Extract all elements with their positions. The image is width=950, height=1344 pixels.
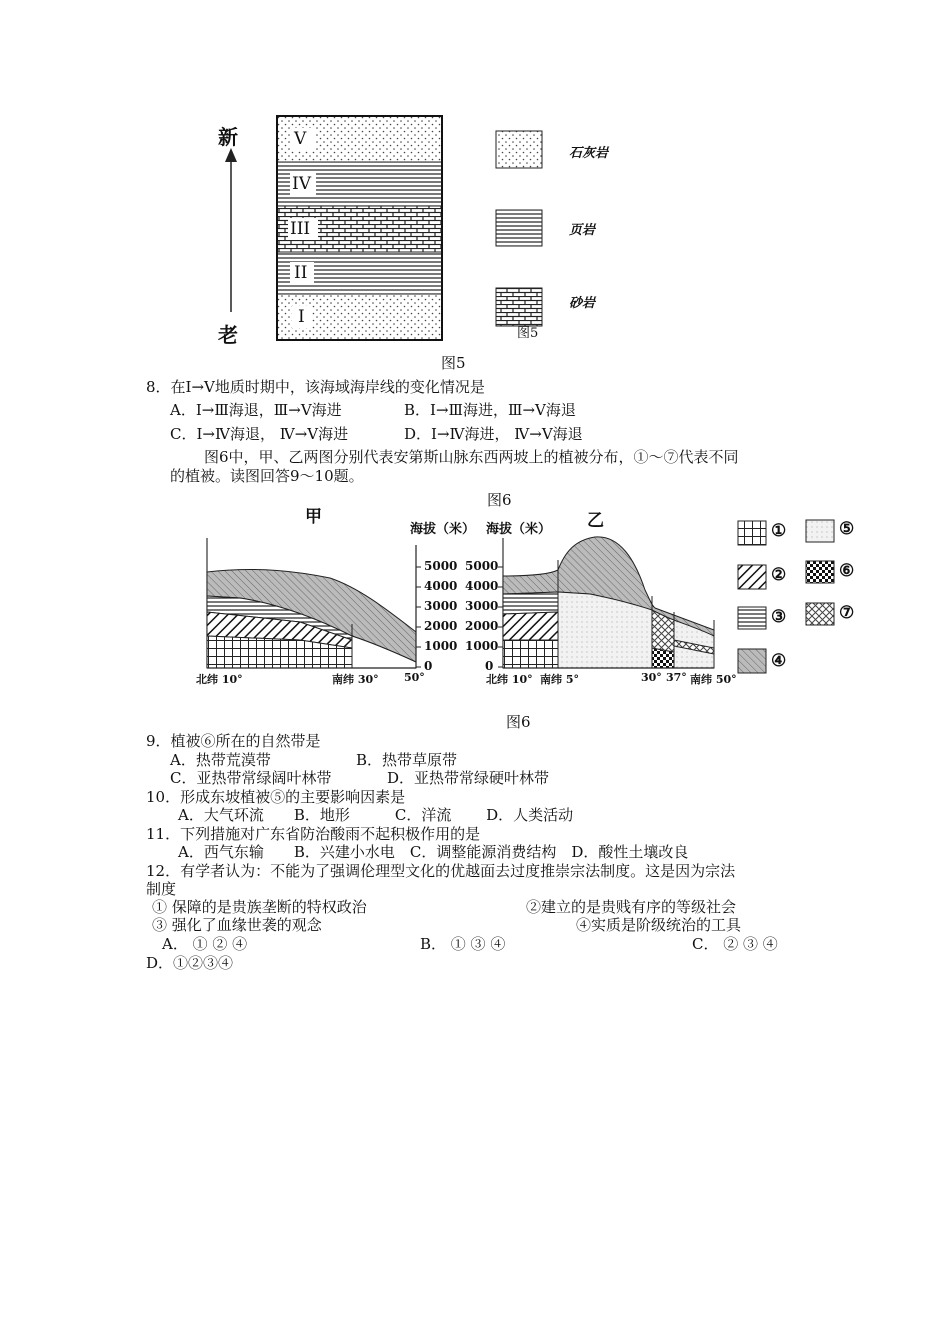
yi-tick-1000: 1000 [465, 639, 499, 653]
legend6-1-label: ① [771, 521, 787, 541]
jia-tick-4000: 4000 [424, 579, 458, 593]
legend-limestone-swatch [496, 131, 542, 168]
chart-jia [207, 538, 421, 668]
yi-x-label-3: 30° [641, 671, 662, 684]
legend6-5-swatch [806, 520, 834, 542]
yi-x-label-5: 南纬 50° [690, 673, 737, 686]
legend-shale-label: 页岩 [569, 223, 596, 238]
q8-option-b: B．Ⅰ→Ⅲ海进，Ⅲ→Ⅴ海退 [404, 401, 576, 419]
q9-option-d: D．亚热带常绿硬叶林带 [387, 769, 550, 787]
q11-options: A．西气东输 B．兴建小水电 C．调整能源消费结构 D．酸性土壤改良 [178, 843, 689, 861]
legend-shale-swatch [496, 210, 542, 246]
legend6-6-label: ⑥ [839, 561, 855, 581]
yi-tick-4000: 4000 [465, 579, 499, 593]
chart-yi [498, 537, 714, 668]
fig5-caption: 图5 [441, 354, 466, 372]
q8-option-a: A．Ⅰ→Ⅲ海退，Ⅲ→Ⅴ海进 [170, 401, 342, 419]
legend-limestone-label: 石灰岩 [569, 146, 609, 161]
axis-new-label: 新 [218, 125, 238, 149]
q12-option-b: B． ① ③ ④ [420, 935, 506, 953]
layer-label-v: V [294, 129, 307, 149]
legend6-3-label: ③ [771, 607, 787, 627]
legend6-1-swatch [738, 521, 766, 545]
yi-x-label-4: 37° [666, 671, 687, 684]
yi-tick-5000: 5000 [465, 559, 499, 573]
fig6-title-jia: 甲 [305, 507, 322, 527]
fig6-caption-top: 图6 [487, 491, 512, 509]
legend6-4-swatch [738, 649, 766, 673]
q8-stem: 8．在Ⅰ→Ⅴ地质时期中，该海域海岸线的变化情况是 [146, 378, 485, 396]
q8-option-d: D．Ⅰ→Ⅳ海进， Ⅳ→Ⅴ海退 [404, 425, 583, 443]
legend6-5-label: ⑤ [839, 519, 855, 539]
figure-5 [0, 0, 950, 350]
layer-label-i: I [298, 307, 305, 327]
legend-sandstone-swatch [496, 288, 542, 326]
q11-stem: 11．下列措施对广东省防治酸雨不起积极作用的是 [146, 825, 481, 843]
yi-tick-0: 0 [485, 659, 494, 673]
q12-statement-2: ②建立的是贵贱有序的等级社会 [526, 898, 737, 916]
time-arrow-head [225, 148, 237, 162]
jia-tick-3000: 3000 [424, 599, 458, 613]
layer-label-iv: IV [292, 174, 311, 194]
fig6-alt-label-yi: 海拔（米） [486, 522, 552, 537]
legend6-7-swatch [806, 603, 834, 625]
fig6-caption-bottom: 图6 [506, 713, 531, 731]
q12-option-c: C． ② ③ ④ [692, 935, 778, 953]
q12-stem-line2: 制度 [146, 880, 177, 898]
q10-stem: 10．形成东坡植被⑤的主要影响因素是 [146, 788, 406, 806]
q9-option-b: B．热带草原带 [356, 751, 458, 769]
jia-tick-5000: 5000 [424, 559, 458, 573]
q12-statement-1: ① 保障的是贵族垄断的特权政治 [152, 898, 367, 916]
legend-sandstone-label: 砂岩 [569, 296, 596, 311]
q8-option-c: C．Ⅰ→Ⅳ海退， Ⅳ→Ⅴ海进 [170, 425, 349, 443]
intro6-line2: 的植被。读图回答9～10题。 [170, 467, 364, 485]
legend6-6-swatch [806, 561, 834, 583]
q9-stem: 9．植被⑥所在的自然带是 [146, 732, 321, 750]
legend6-2-swatch [738, 565, 766, 589]
legend6-4-label: ④ [771, 651, 787, 671]
legend6-2-label: ② [771, 565, 787, 585]
q12-statement-3: ③ 强化了血缘世袭的观念 [152, 916, 322, 934]
fig6-alt-label-jia: 海拔（米） [410, 522, 476, 537]
q12-option-d: D．①②③④ [146, 954, 234, 972]
q9-option-a: A．热带荒漠带 [170, 751, 271, 769]
yi-x-label-1: 北纬 10° [486, 673, 533, 686]
layer-label-iii: III [290, 219, 311, 239]
yi-tick-3000: 3000 [465, 599, 499, 613]
jia-tick-0: 0 [424, 659, 433, 673]
intro6-line1: 图6中，甲、乙两图分别代表安第斯山脉东西两坡上的植被分布，①～⑦代表不同 [204, 448, 739, 466]
q12-statement-4: ④实质是阶级统治的工具 [576, 916, 742, 934]
fig5-inner-caption: 图5 [517, 326, 539, 341]
jia-x-label-2: 南纬 30° [332, 673, 379, 686]
layer-label-ii: II [294, 263, 308, 283]
jia-tick-1000: 1000 [424, 639, 458, 653]
jia-tick-2000: 2000 [424, 619, 458, 633]
yi-tick-2000: 2000 [465, 619, 499, 633]
q9-option-c: C．亚热带常绿阔叶林带 [170, 769, 332, 787]
yi-x-label-2: 南纬 5° [540, 673, 579, 686]
fig6-title-yi: 乙 [587, 511, 604, 531]
q12-stem-line1: 12．有学者认为：不能为了强调伦理型文化的优越面去过度推崇宗法制度。这是因为宗法 [146, 862, 736, 880]
legend6-3-swatch [738, 607, 766, 629]
axis-old-label: 老 [218, 323, 238, 347]
q10-options: A．大气环流 B．地形 C．洋流 D．人类活动 [178, 806, 574, 824]
q12-option-a: A． ① ② ④ [162, 935, 248, 953]
jia-x-label-3: 50° [404, 671, 425, 684]
legend6-7-label: ⑦ [839, 603, 855, 623]
jia-x-label-1: 北纬 10° [196, 673, 243, 686]
